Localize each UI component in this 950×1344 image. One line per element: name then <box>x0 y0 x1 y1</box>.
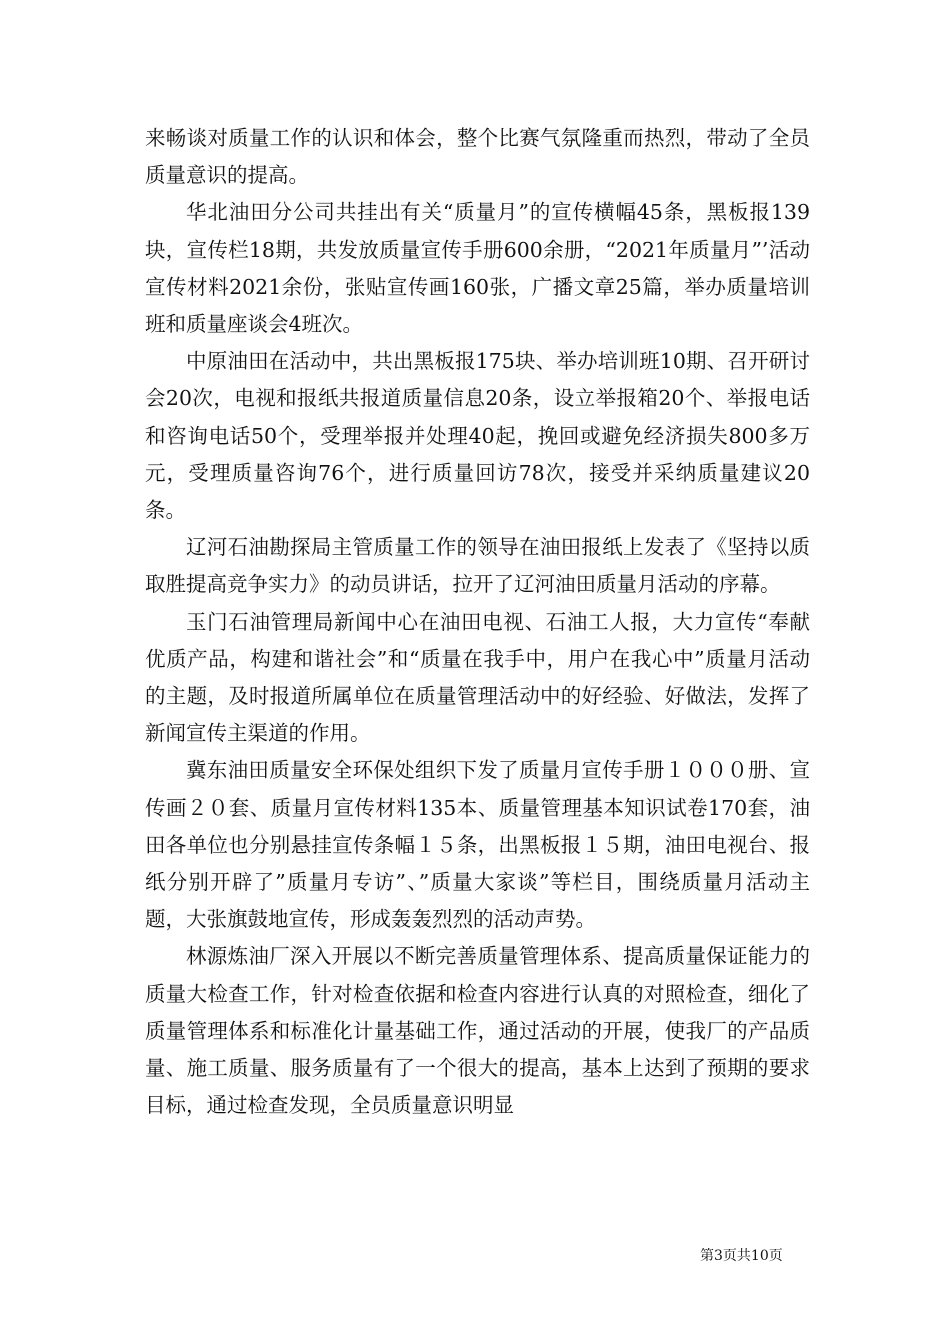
page-number-footer: 第3页共10页 <box>700 1248 783 1264</box>
paragraph-linyuan-refinery: 林源炼油厂深入开展以不断完善质量管理体系、提高质量保证能力的质量大检查工作，针对检查依据和检查内容进行认真的对照检查，细化了质量管理体系和标准化计量基础工作，通过活动的开展，使我厂的产品质量、施工质量、服务质量有了一个很大的提高，基本上达到了预期的要求目标，通过检查发现，全员质量意识明显 <box>145 944 810 1118</box>
paragraph-liaohe-bureau: 辽河石油勘探局主管质量工作的领导在油田报纸上发表了《坚持以质取胜提高竞争实力》的动员讲话，拉开了辽河油田质量月活动的序幕。 <box>145 535 810 597</box>
paragraph-yumen-bureau: 玉门石油管理局新闻中心在油田电视、石油工人报，大力宣传“奉献优质产品，构建和谐社会”和“质量在我手中，用户在我心中”质量月活动的主题，及时报道所属单位在质量管理活动中的好经验、好做法，发挥了新闻宣传主渠道的作用。 <box>145 609 810 746</box>
paragraph-zhongyuan-oilfield: 中原油田在活动中，共出黑板报175块、举办培训班10期、召开研讨会20次，电视和报纸共报道质量信息20条，设立举报箱20个、举报电话和咨询电话50个，受理举报并处理40起，挽回或避免经济损失800多万元，受理质量咨询76个，进行质量回访78次，接受并采纳质量建议20条。 <box>145 349 810 523</box>
paragraph-jidong-oilfield: 冀东油田质量安全环保处组织下发了质量月宣传手册１０００册、宣传画２０套、质量月宣传材料135本、质量管理基本知识试卷170套，油田各单位也分别悬挂宣传条幅１５条，出黑板报１５期，油田电视台、报纸分别开辟了”质量月专访”、”质量大家谈”等栏目，围绕质量月活动主题，大张旗鼓地宣传，形成轰轰烈烈的活动声势。 <box>145 758 810 932</box>
paragraph-huabei-oilfield: 华北油田分公司共挂出有关“质量月”的宣传横幅45条，黑板报139块，宣传栏18期，共发放质量宣传手册600余册，“2021年质量月”’活动宣传材料2021余份，张贴宣传画160张，广播文章25篇，举办质量培训班和质量座谈会4班次。 <box>145 200 810 337</box>
paragraph-continuation: 来畅谈对质量工作的认识和体会，整个比赛气氛隆重而热烈，带动了全员质量意识的提高。 <box>145 126 810 188</box>
document-body <box>145 120 810 1124</box>
